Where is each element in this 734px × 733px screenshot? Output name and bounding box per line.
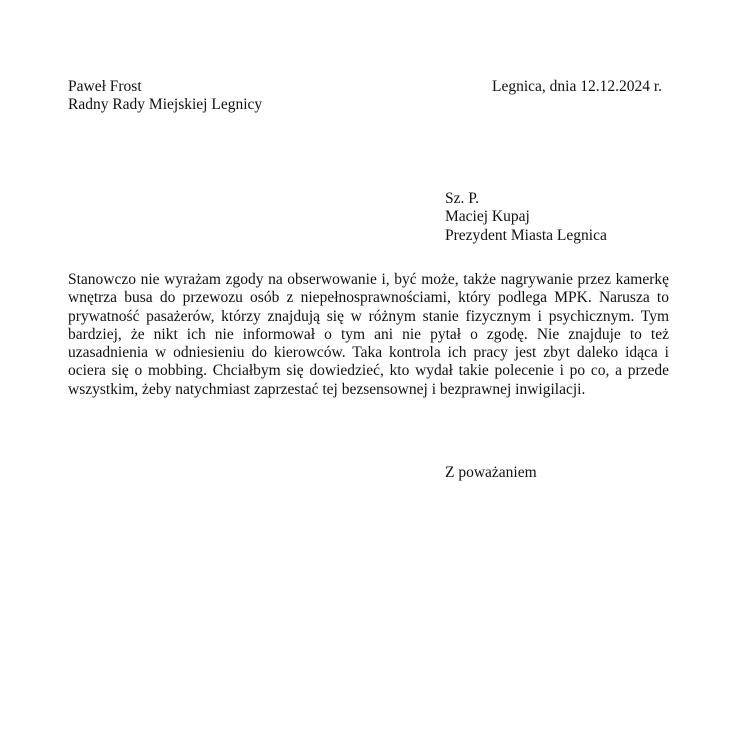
recipient-block (445, 190, 705, 245)
place-date: Legnica, dnia 12.12.2024 r. (492, 78, 663, 95)
sender-name: Paweł Frost (68, 78, 142, 95)
letter-body: Stanowczo nie wyrażam zgody na obserwowanie i, być może, także nagrywanie przez kamerkę wnętrza busa do przewozu osób z niepełnosprawnościami, który podlega MPK. Narusza to prywatność pasażerów, którzy znajdują się w różnym stanie fizycznym i psychicznym. Tym bardziej, że nikt ich nie informował o tym ani nie pytał o zgodę. Nie znajduje to też uzasadnienia w odniesieniu do kierowców. Taka kontrola ich pracy jest zbyt daleko idąca i ociera się o mobbing. Chciałbym się dowiedzieć, kto wydał takie polecenie i po co, a przede wszystkim, żeby natychmiast zaprzestać tej bezsensownej i bezprawnej inwigilacji. (68, 271, 669, 398)
sender-block (68, 78, 368, 115)
closing: Z poważaniem (445, 464, 537, 481)
sender-title: Radny Rady Miejskiej Legnicy (68, 96, 263, 114)
recipient-title: Prezydent Miasta Legnica (445, 226, 607, 244)
recipient-salutation: Sz. P. (445, 190, 480, 207)
recipient-name: Maciej Kupaj (445, 208, 530, 226)
